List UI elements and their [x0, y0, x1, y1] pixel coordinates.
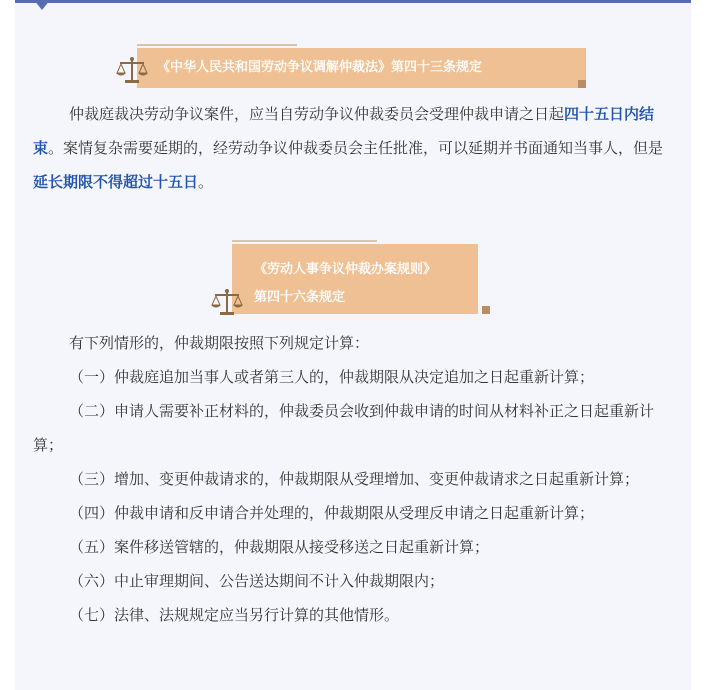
- heading-title: 《中华人民共和国劳动争议调解仲裁法》第四十三条规定: [137, 48, 586, 88]
- article-43-text: [33, 97, 673, 199]
- text-segment: 。案情复杂需要延期的，经劳动争议仲裁委员会主任批准，可以延期并书面通知当事人，但是: [48, 139, 664, 157]
- list-item: （七）法律、法规规定应当另行计算的其他情形。: [69, 606, 400, 624]
- heading-rule: [232, 240, 377, 242]
- highlight-extension-limit: 延长期限不得超过十五日: [33, 173, 199, 191]
- highlight-deadline: 四十五日内结束: [33, 105, 655, 157]
- text-segment: 仲裁庭裁决劳动争议案件，应当自劳动争议仲裁委员会受理仲裁申请之日起: [69, 105, 565, 123]
- text-segment: 。: [198, 173, 214, 191]
- list-item: （五）案件移送管辖的，仲裁期限从接受移送之日起重新计算；: [69, 538, 490, 556]
- heading-line-1: 《劳动人事争议仲裁办案规则》: [254, 262, 437, 277]
- heading-rule: [137, 44, 297, 46]
- article-46-heading: [208, 240, 498, 320]
- article-43-heading: [113, 44, 593, 94]
- list-item: （四）仲裁申请和反申请合并处理的，仲裁期限从受理反申请之日起重新计算；: [69, 504, 595, 522]
- scales-of-justice-icon: [210, 288, 244, 318]
- article-46-list: [33, 360, 673, 632]
- list-item: （六）中止审理期间、公告送达期间不计入仲裁期限内；: [69, 572, 445, 590]
- down-arrow-icon: [34, 0, 50, 10]
- list-item: （三）增加、变更仲裁请求的，仲裁期限从受理增加、变更仲裁请求之日起重新计算；: [69, 470, 640, 488]
- list-item: （二）申请人需要补正材料的，仲裁委员会收到仲裁申请的时间从材料补正之日起重新计算；: [33, 402, 655, 454]
- article-46-intro: 有下列情形的，仲裁期限按照下列规定计算：: [69, 334, 370, 352]
- top-divider: [15, 0, 691, 3]
- list-item: （一）仲裁庭追加当事人或者第三人的，仲裁期限从决定追加之日起重新计算；: [69, 368, 595, 386]
- corner-square: [578, 80, 586, 88]
- corner-square: [482, 306, 490, 314]
- heading-line-2: 第四十六条规定: [254, 290, 346, 305]
- heading-title: [232, 244, 478, 314]
- scales-of-justice-icon: [115, 56, 149, 86]
